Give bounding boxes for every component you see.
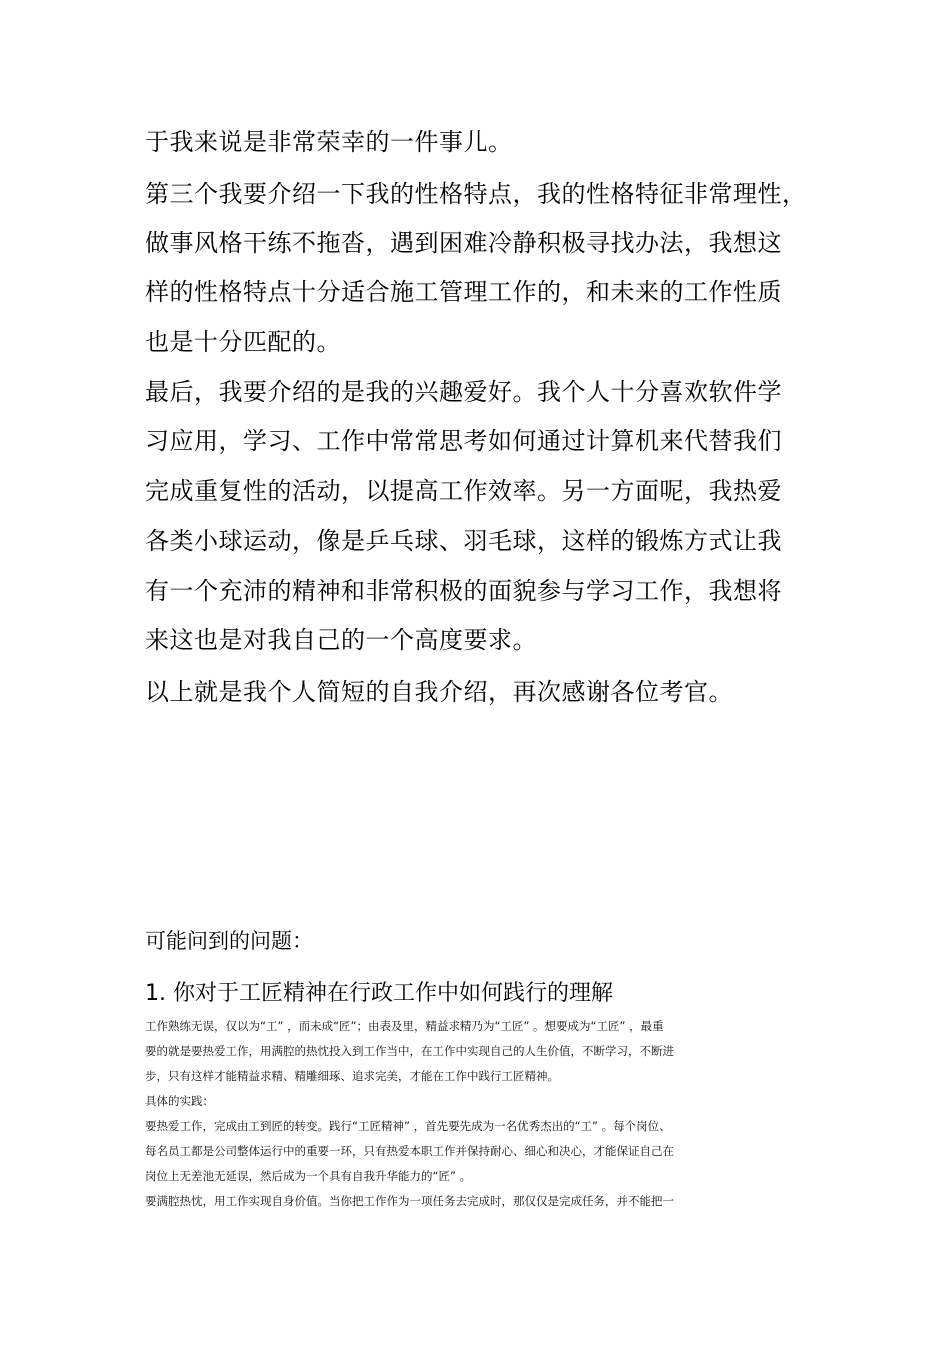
- questions-heading: 可能问到的问题：: [145, 929, 313, 953]
- answer-line: 步，只有这样才能精益求精、精雕细琢、追求完美，才能在工作中践行工匠精神。: [145, 1069, 559, 1083]
- answer-line: 每名员工都是公司整体运行中的重要一环，只有热爱本职工作并保持耐心、细心和决心，才能保证自己在: [145, 1144, 674, 1158]
- answer-line: 要的就是要热爱工作，用满腔的热忱投入到工作当中，在工作中实现自己的人生价值，不断学习，不断进: [145, 1044, 674, 1058]
- paragraph-line: 以上就是我个人简短的自我介绍，再次感谢各位考官。: [145, 678, 733, 706]
- paragraph-line: 来这也是对我自己的一个高度要求。: [145, 626, 537, 654]
- answer-line: 要满腔热忱，用工作实现自身价值。当你把工作作为一项任务去完成时，那仅仅是完成任务，并不能把一: [145, 1194, 674, 1208]
- paragraph-line: 有一个充沛的精神和非常积极的面貌参与学习工作，我想将: [145, 577, 782, 605]
- answer-line: 工作熟练无误，仅以为“工” ，而未成“匠”；由表及里，精益求精乃为“工匠” 。想要成为“工匠” ，最重: [145, 1019, 664, 1033]
- answer-line: 要热爱工作，完成由工到匠的转变。践行“工匠精神” ，首先要先成为一名优秀杰出的“工” 。每个岗位、: [145, 1119, 671, 1133]
- paragraph-line: 第三个我要介绍一下我的性格特点，我的性格特征非常理性，: [145, 180, 807, 208]
- question-title: 1. 你对于工匠精神在行政工作中如何践行的理解: [145, 981, 613, 1006]
- paragraph-line: 做事风格干练不拖沓，遇到困难冷静积极寻找办法，我想这: [145, 229, 782, 257]
- paragraph-line: 完成重复性的活动，以提高工作效率。另一方面呢，我热爱: [145, 477, 782, 505]
- paragraph-line: 各类小球运动，像是乒乓球、羽毛球，这样的锻炼方式让我: [145, 527, 782, 555]
- paragraph-line: 样的性格特点十分适合施工管理工作的，和未来的工作性质: [145, 278, 782, 306]
- paragraph-line: 习应用，学习、工作中常常思考如何通过计算机来代替我们: [145, 427, 782, 455]
- answer-line: 岗位上无差池无延误，然后成为一个具有自我升华能力的“匠” 。: [145, 1169, 472, 1183]
- paragraph-line: 最后，我要介绍的是我的兴趣爱好。我个人十分喜欢软件学: [145, 378, 782, 406]
- paragraph-line: 于我来说是非常荣幸的一件事儿。: [145, 128, 513, 156]
- answer-line: 具体的实践：: [145, 1094, 214, 1108]
- paragraph-line: 也是十分匹配的。: [145, 328, 341, 356]
